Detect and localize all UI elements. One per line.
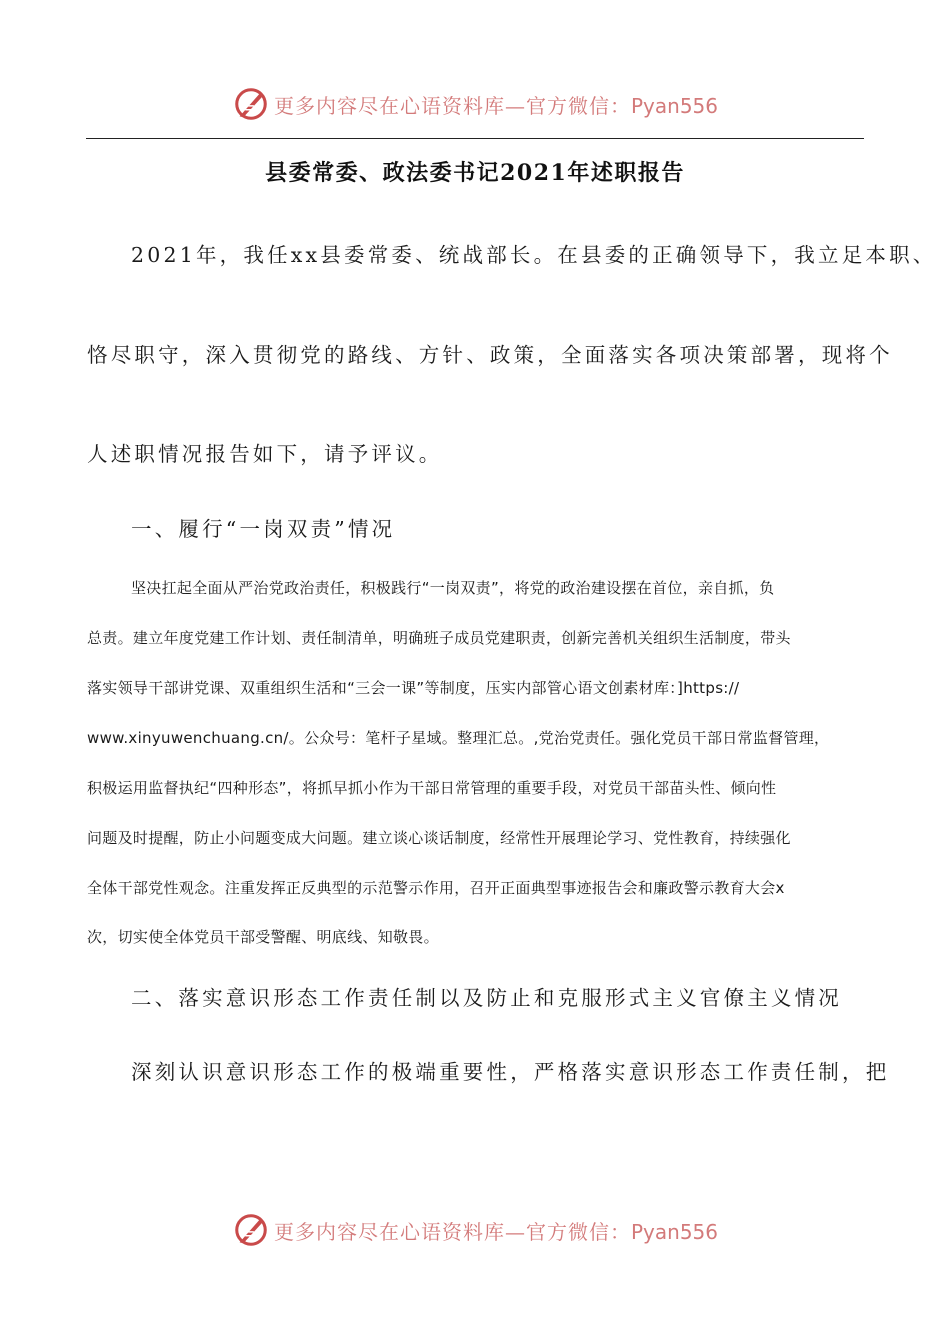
- wechat-id: Pyan556: [630, 93, 718, 118]
- section1-line: 落实领导干部讲党课、双重组织生活和“三会一课”等制度，压实内部管心语文创素材库：]https://: [87, 679, 740, 697]
- intro-line-2: 恪尽职守，深入贯彻党的路线、方针、政策，全面落实各项决策部署，现将个: [87, 343, 893, 367]
- section2-line-1: 深刻认识意识形态工作的极端重要性，严格落实意识形态工作责任制，把: [131, 1060, 890, 1084]
- section1-line: 坚决扛起全面从严治党政治责任，积极践行“一岗双责”，将党的政治建设摆在首位，亲自抓，负: [131, 579, 775, 597]
- section1-line: 次，切实使全体党员干部受警醒、明底线、知敬畏。: [87, 928, 439, 946]
- section1-line: 全体干部党性观念。注重发挥正反典型的示范警示作用，召开正面典型事迹报告会和廉政警示教育大会x: [87, 879, 785, 897]
- intro-line-3: 人述职情况报告如下，请予评议。: [87, 442, 443, 466]
- intro-line-1: 2021年，我任xx县委常委、统战部长。在县委的正确领导下，我立足本职、: [131, 243, 937, 267]
- section1-line: 问题及时提醒，防止小问题变成大问题。建立谈心谈话制度，经常性开展理论学习、党性教育，持续强化: [87, 829, 791, 847]
- section1-line: 总责。建立年度党建工作计划、责任制清单，明确班子成员党建职责，创新完善机关组织生活制度，带头: [87, 629, 791, 647]
- quill-seal-logo-icon: [232, 1211, 270, 1249]
- quill-seal-logo-icon: [232, 85, 270, 123]
- banner-label: 更多内容尽在心语资料库—官方微信：: [273, 93, 631, 118]
- section1-heading: 一、履行“一岗双责”情况: [131, 517, 396, 541]
- section1-line: www.xinyuwenchuang.cn/。公众号：笔杆子星域。整理汇总。,党治党责任。强化党员干部日常监督管理，: [87, 729, 830, 747]
- banner-text: [274, 1216, 718, 1245]
- banner-label: 更多内容尽在心语资料库—官方微信：: [273, 1219, 631, 1244]
- document-title: 县委常委、政法委书记2021年述职报告: [265, 160, 685, 186]
- header-banner: [0, 82, 950, 126]
- wechat-id: Pyan556: [630, 1219, 718, 1244]
- footer-banner: [0, 1208, 950, 1252]
- section1-line: 积极运用监督执纪“四种形态”，将抓早抓小作为干部日常管理的重要手段，对党员干部苗头性、倾向性: [87, 779, 777, 797]
- section2-heading: 二、落实意识形态工作责任制以及防止和克服形式主义官僚主义情况: [131, 986, 842, 1010]
- banner-text: [274, 90, 718, 119]
- header-divider: [86, 138, 864, 139]
